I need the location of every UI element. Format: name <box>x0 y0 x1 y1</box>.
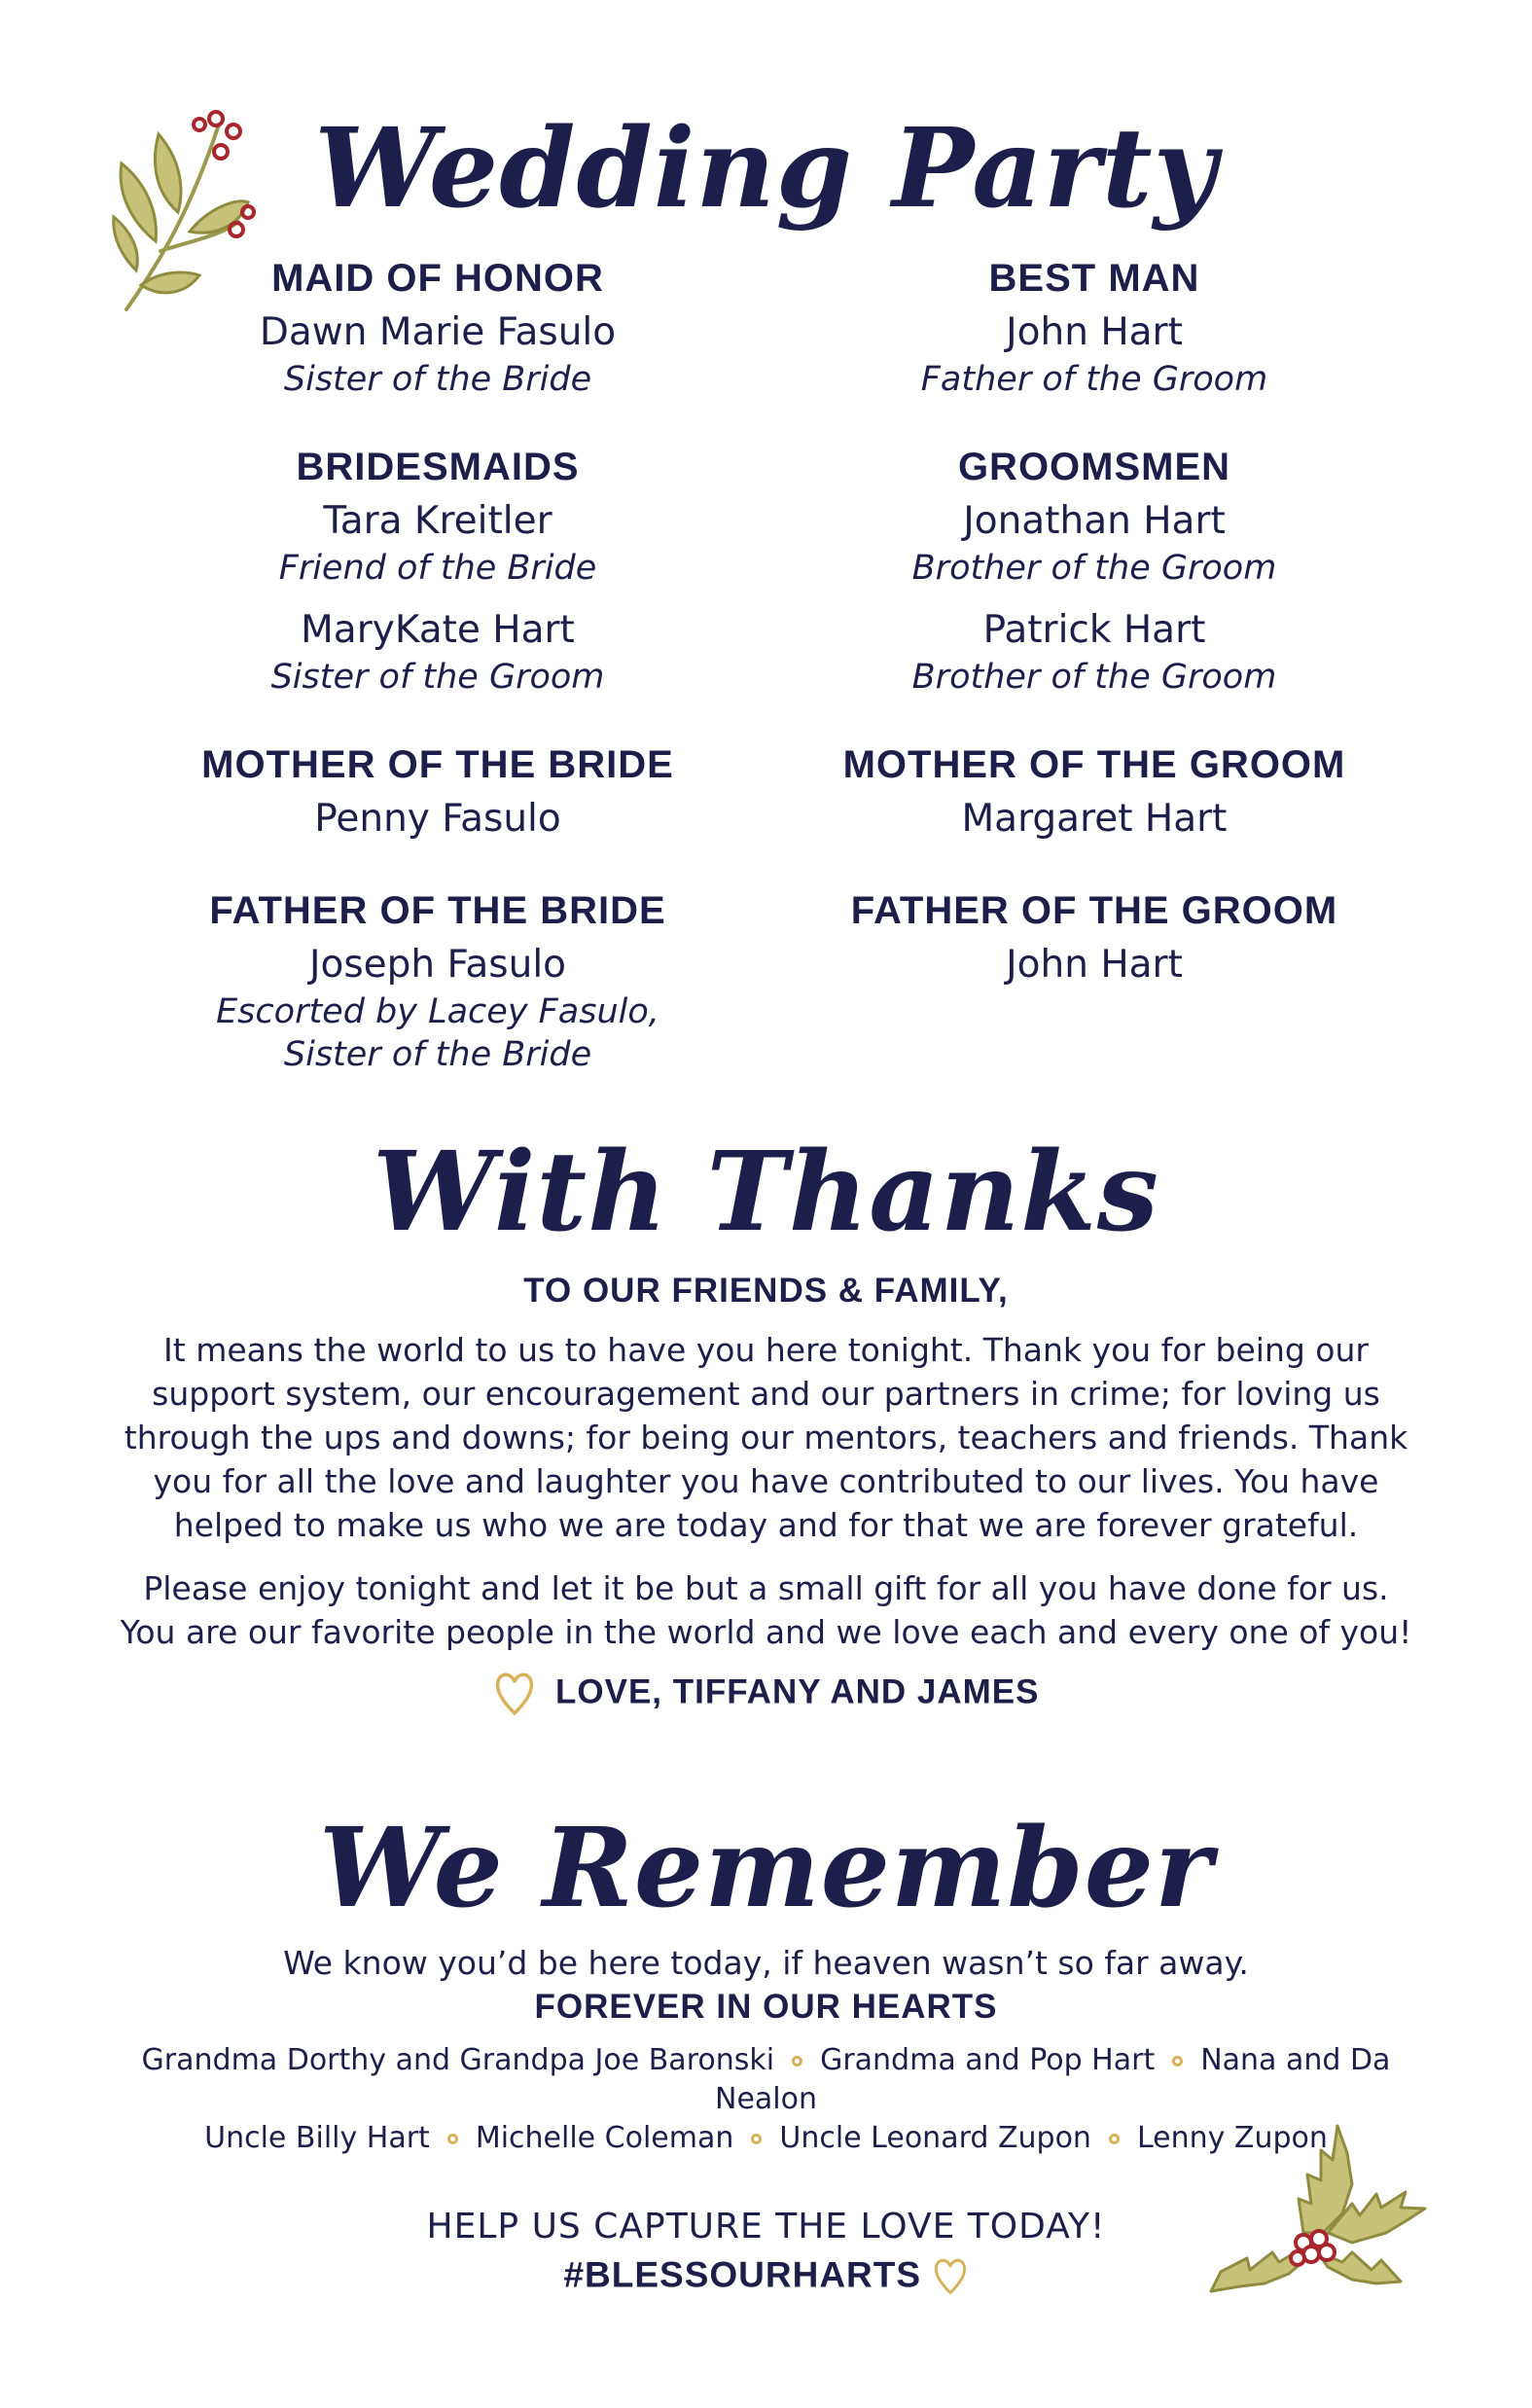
person-name: Tara Kreitler <box>323 499 552 543</box>
thanks-salutation: TO OUR FRIENDS & FAMILY, <box>523 1272 1009 1310</box>
thanks-paragraph-1 <box>97 1328 1435 1547</box>
person-relation: Sister of the Bride <box>283 360 592 399</box>
role-heading: BEST MAN <box>988 257 1200 300</box>
we-remember-heading: We Remember <box>318 1805 1214 1932</box>
remember-subheading: FOREVER IN OUR HEARTS <box>534 1988 998 2026</box>
bridesmaids-group <box>117 444 759 699</box>
footer-hashtag: #BLESSOURHARTS <box>563 2254 922 2295</box>
best-man-group <box>773 255 1415 401</box>
person-name: Joseph Fasulo <box>308 943 567 987</box>
person-name: John Hart <box>1006 943 1183 987</box>
maid-of-honor-group <box>117 255 759 401</box>
wedding-party-heading: Wedding Party <box>314 105 1218 233</box>
person-relation: Father of the Groom <box>920 360 1268 399</box>
role-heading: FATHER OF THE GROOM <box>850 889 1338 932</box>
person-relation: Sister of the Bride <box>283 1035 592 1074</box>
thanks-line: through the ups and downs; for being our mentors, teachers and friends. Thank <box>124 1419 1408 1456</box>
thanks-line: You are our favorite people in the world and we love each and every one of you! <box>120 1613 1412 1651</box>
person-name: MaryKate Hart <box>301 608 575 652</box>
separator-dot-icon <box>792 2056 802 2067</box>
father-of-groom-group <box>773 887 1415 990</box>
person-name: Jonathan Hart <box>963 499 1226 543</box>
person-relation: Brother of the Groom <box>911 549 1277 588</box>
mother-of-groom-group <box>773 741 1415 845</box>
person-name: Penny Fasulo <box>314 797 561 841</box>
role-heading: GROOMSMEN <box>957 446 1231 488</box>
separator-dot-icon <box>751 2134 762 2144</box>
person-name: John Hart <box>1006 310 1183 354</box>
with-thanks-heading: With Thanks <box>373 1129 1159 1256</box>
separator-dot-icon <box>1172 2056 1183 2067</box>
memorial-name: Grandma Dorthy and Grandpa Joe Baronski <box>141 2043 775 2077</box>
memorial-name: Uncle Leonard Zupon <box>779 2121 1091 2155</box>
mother-of-bride-group <box>117 741 759 845</box>
memorial-name: Lenny Zupon <box>1136 2121 1328 2155</box>
groomsmen-group <box>773 444 1415 699</box>
memorial-name: Michelle Coleman <box>475 2121 734 2155</box>
role-heading: MAID OF HONOR <box>271 257 604 300</box>
memorial-name: Grandma and Pop Hart <box>820 2043 1156 2077</box>
heart-icon <box>932 2255 969 2296</box>
person-name: Patrick Hart <box>982 608 1206 652</box>
person-relation: Brother of the Groom <box>911 658 1277 697</box>
person-relation: Sister of the Groom <box>270 658 605 697</box>
role-heading: FATHER OF THE BRIDE <box>209 889 666 932</box>
thanks-line: It means the world to us to have you here tonight. Thank you for being our <box>163 1331 1369 1369</box>
party-column-groom <box>773 255 1415 1033</box>
thanks-line: support system, our encouragement and our partners in crime; for loving us <box>152 1375 1380 1413</box>
footer-line: HELP US CAPTURE THE LOVE TODAY! <box>426 2207 1106 2246</box>
role-heading: MOTHER OF THE GROOM <box>842 743 1346 786</box>
person-name: Dawn Marie Fasulo <box>259 310 617 354</box>
person-name: Margaret Hart <box>961 797 1228 841</box>
memorial-name: Nana and Da Nealon <box>715 2043 1391 2116</box>
holly-icon <box>1206 2106 1430 2306</box>
separator-dot-icon <box>447 2134 458 2144</box>
thanks-line: helped to make us who we are today and for that we are forever grateful. <box>173 1506 1359 1544</box>
father-of-bride-group <box>117 887 759 1076</box>
remember-line: We know you’d be here today, if heaven wasn’t so far away. <box>283 1944 1249 1982</box>
party-column-bride <box>117 255 759 1119</box>
thanks-section <box>97 1268 1435 1717</box>
role-heading: BRIDESMAIDS <box>296 446 580 488</box>
person-relation: Friend of the Bride <box>278 549 597 588</box>
role-heading: MOTHER OF THE BRIDE <box>201 743 674 786</box>
person-relation: Escorted by Lacey Fasulo, <box>216 992 659 1031</box>
heart-icon <box>493 1669 536 1717</box>
thanks-line: Please enjoy tonight and let it be but a small gift for all you have done for us. <box>143 1569 1389 1607</box>
thanks-line: you for all the love and laughter you have contributed to our lives. You have <box>153 1462 1379 1500</box>
memorial-name: Uncle Billy Hart <box>204 2121 430 2155</box>
thanks-signoff-row <box>97 1668 1435 1717</box>
thanks-signoff: LOVE, TIFFANY AND JAMES <box>555 1672 1040 1711</box>
separator-dot-icon <box>1109 2134 1120 2144</box>
thanks-paragraph-2 <box>97 1566 1435 1654</box>
